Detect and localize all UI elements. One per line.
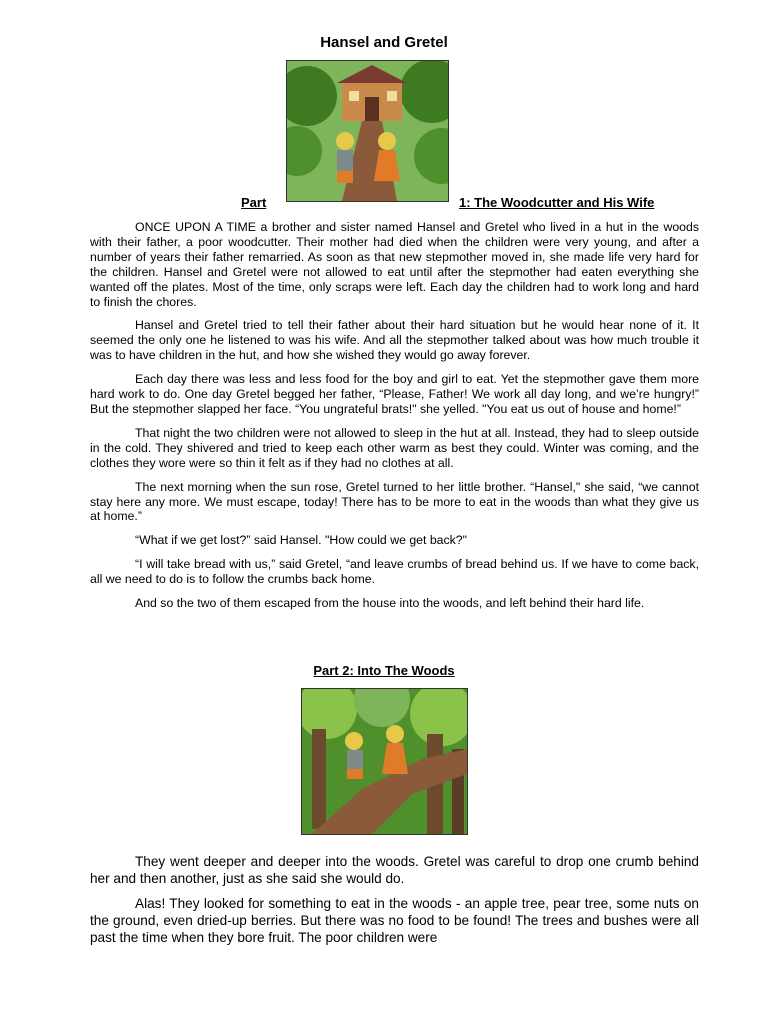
paragraph: They went deeper and deeper into the woods. Gretel was careful to drop one crumb behind her and then another, just as she said she would do. — [90, 854, 699, 886]
woods-illustration — [301, 688, 468, 835]
part2-body — [90, 853, 699, 954]
woods-scene-icon — [302, 689, 467, 834]
document-title: Hansel and Gretel — [320, 34, 448, 51]
part1-heading-start: Part — [241, 195, 267, 210]
part1-heading-end: 1: The Woodcutter and His Wife — [459, 195, 655, 210]
house-illustration — [286, 60, 449, 202]
paragraph: Alas! They looked for something to eat in the woods - an apple tree, pear tree, some nuts on the ground, even dried-up berries. But there was no food to be found! The trees and bushes were all past the time when they bore fruit. The poor children were — [90, 896, 699, 945]
paragraph: ONCE UPON A TIME a brother and sister named Hansel and Gretel who lived in a hut in the woods with their father, a poor woodcutter. Their mother had died when the children were very young, and after a number of years their father remarried. As soon as that new stepmother moved in, she made life very hard for the children. Hansel and Gretel were not allowed to eat until after the stepmother had eaten everything she wanted off the plates. Most of the time, only scraps were left. Each day the children had to work long and hard to finish the chores. — [90, 220, 699, 309]
paragraph: Each day there was less and less food for the boy and girl to eat. Yet the stepmother gave them more hard work to do. One day Gretel begged her father, “Please, Father! We work all day long, and we’re hungry!” But the stepmother slapped her face. “You ungrateful brats!" she yelled. "You eat us out of house and home!” — [90, 372, 699, 416]
part2-heading: Part 2: Into The Woods — [313, 663, 455, 678]
paragraph: “I will take bread with us,” said Gretel, “and leave crumbs of bread behind us. If we have to come back, all we need to do is to follow the crumbs back home. — [90, 557, 699, 587]
paragraph: “What if we get lost?” said Hansel. "How could we get back?" — [135, 533, 468, 548]
house-scene-icon — [287, 61, 448, 201]
part1-body — [90, 220, 699, 620]
paragraph: Hansel and Gretel tried to tell their father about their hard situation but he would hear none of it. It seemed the only one he listened to was his wife. And all the stepmother talked about was how much trouble it was to have children in the hut, and how she wished they would go away forever. — [90, 318, 699, 363]
paragraph: The next morning when the sun rose, Gretel turned to her little brother. “Hansel," she said, “we cannot stay here any more. We must escape, today! There has to be more to eat in the woods than what they give us at home.” — [90, 479, 699, 524]
paragraph: That night the two children were not allowed to sleep in the hut at all. Instead, they had to sleep outside in the cold. They shivered and tried to keep each other warm as best they could. Winter was coming, and the clothes they wore were so thin it felt as if they had no clothes at all. — [90, 425, 699, 470]
paragraph: And so the two of them escaped from the house into the woods, and left behind their hard life. — [135, 596, 645, 611]
